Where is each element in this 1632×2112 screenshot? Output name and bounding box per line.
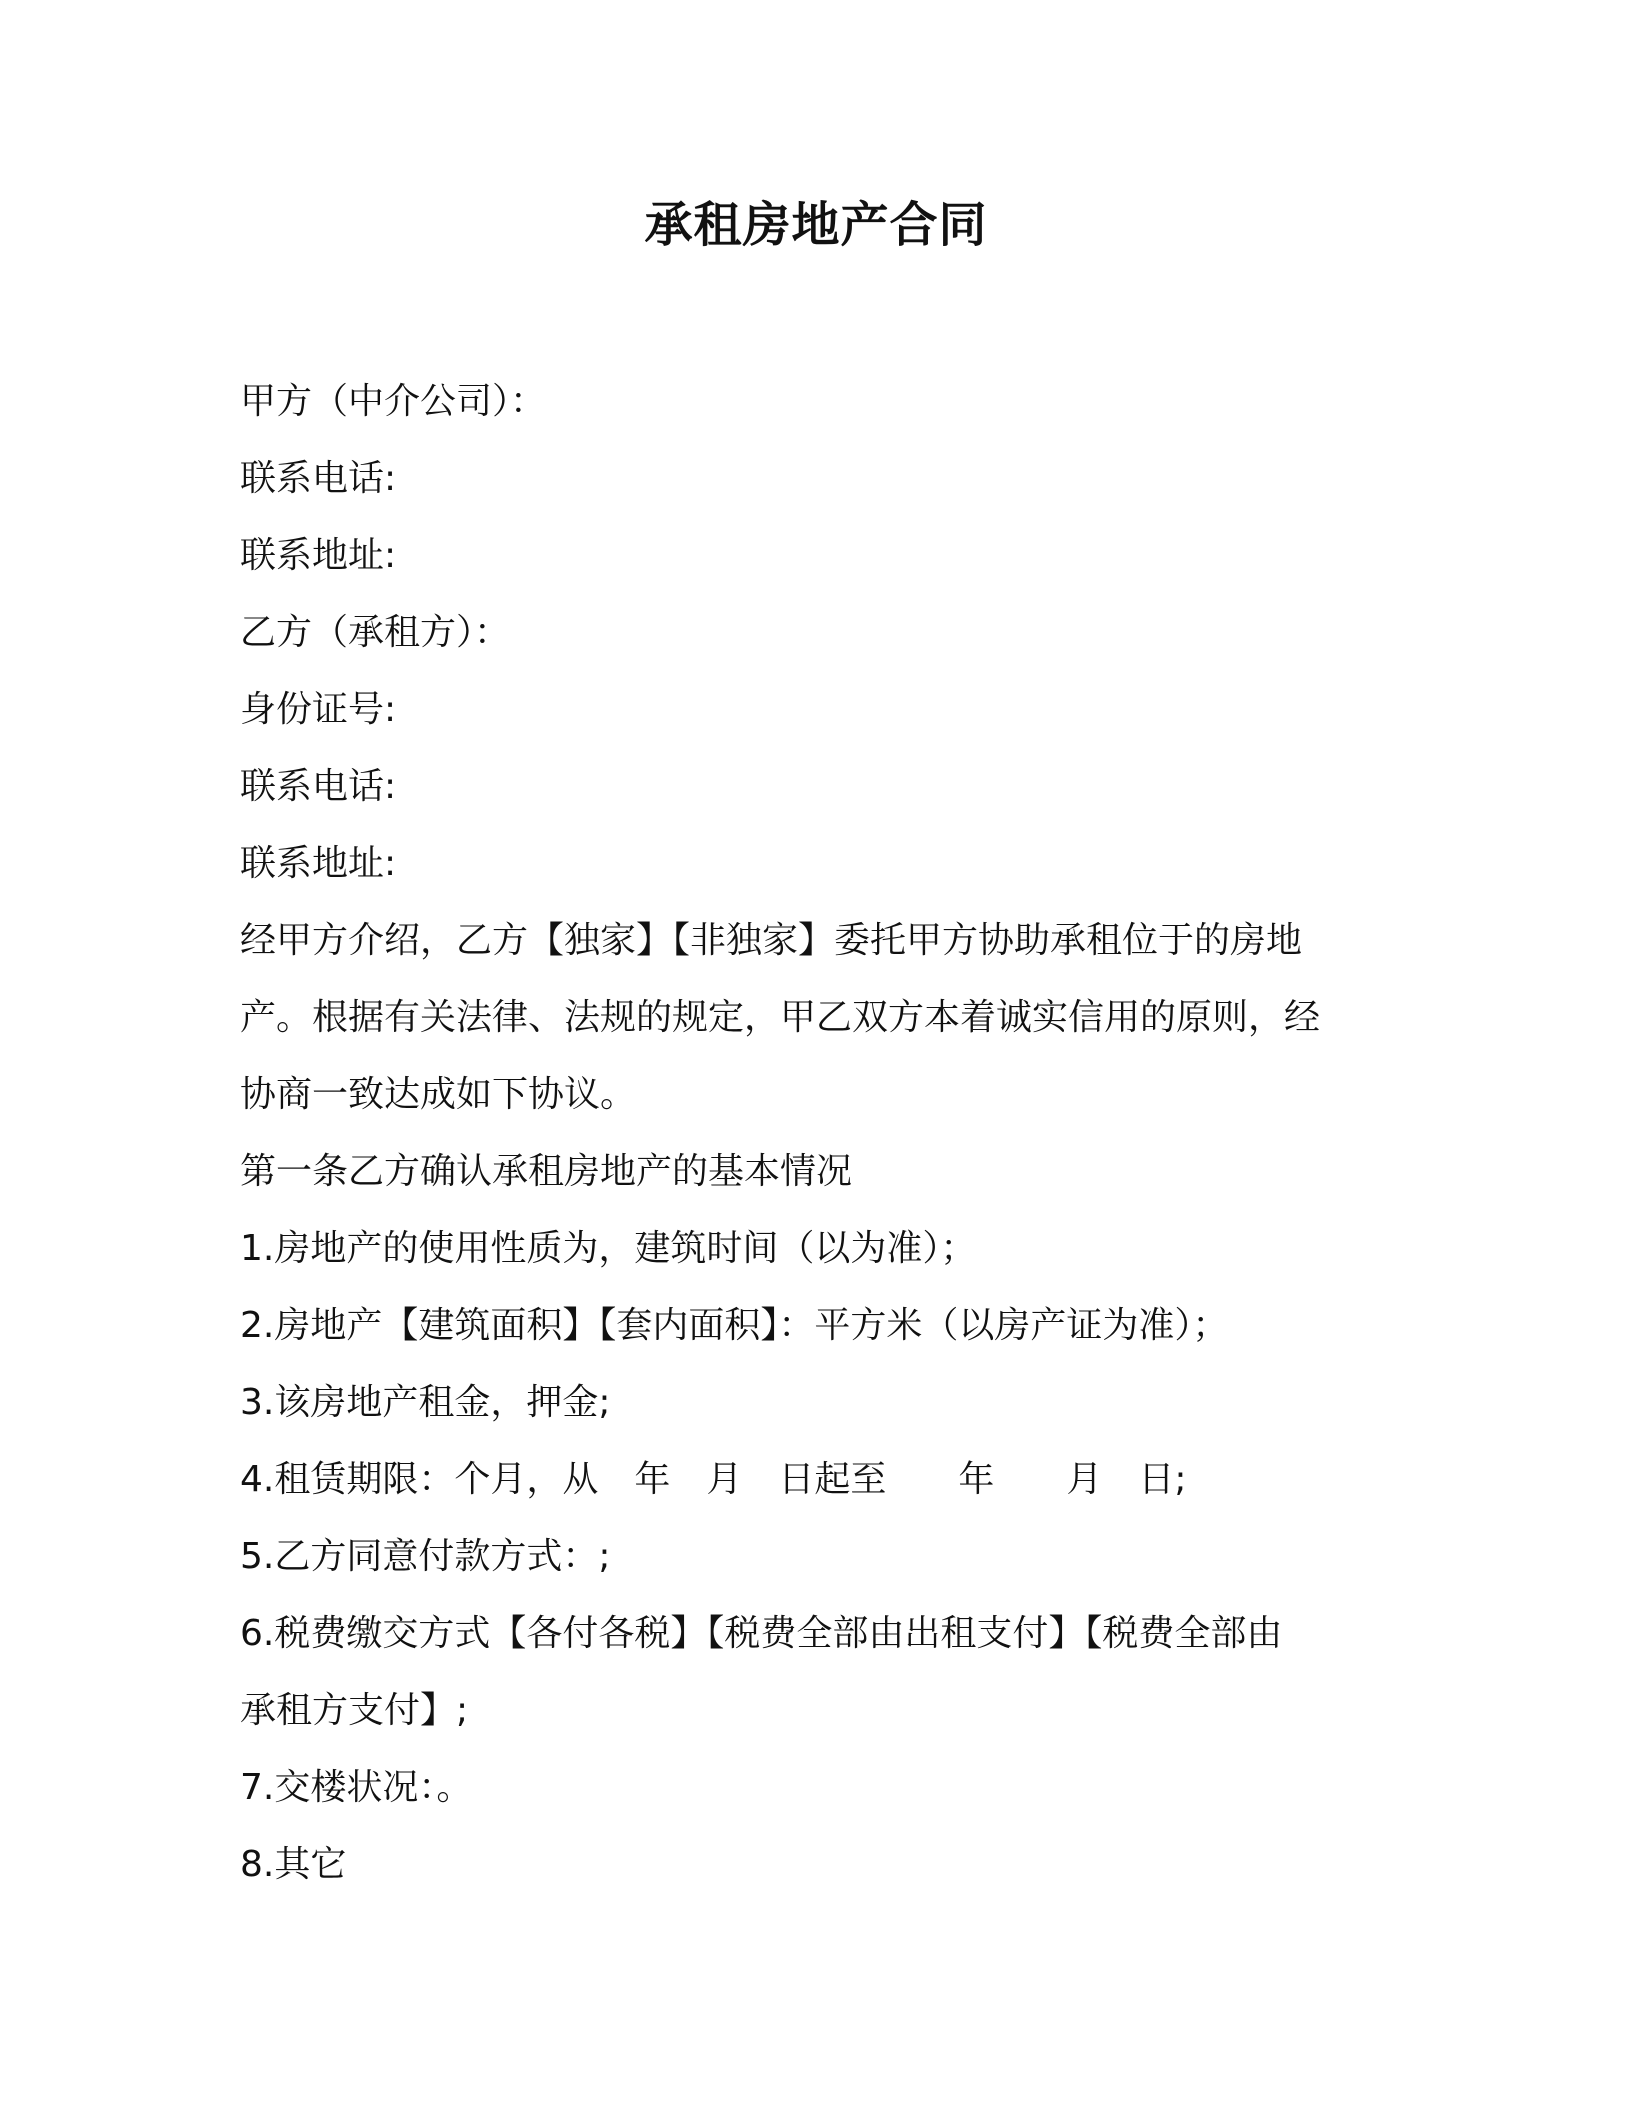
party-b-phone-line: 联系电话: [240, 766, 397, 807]
party-a-line: 甲方（中介公司）： [240, 381, 547, 422]
clause-8: 8.其它 [240, 1844, 347, 1885]
clause-4: 4.租赁期限：个月，从 年 月 日起至 年 月 日; [240, 1459, 1187, 1500]
party-a-address-line: 联系地址: [240, 535, 397, 576]
intro-paragraph-line-3: 协商一致达成如下协议。 [240, 1074, 637, 1115]
document-title: 承租房地产合同 [644, 197, 988, 253]
clause-3: 3.该房地产租金，押金; [240, 1382, 611, 1423]
article-one-heading: 第一条乙方确认承租房地产的基本情况 [240, 1151, 853, 1192]
clause-5: 5.乙方同意付款方式：; [240, 1536, 611, 1577]
clause-6-line-2: 承租方支付】; [240, 1690, 469, 1731]
clause-6-line-1: 6.税费缴交方式【各付各税】【税费全部由出租支付】【税费全部由 [240, 1613, 1283, 1654]
party-a-phone-line: 联系电话: [240, 458, 397, 499]
party-b-address-line: 联系地址: [240, 843, 397, 884]
clause-1: 1.房地产的使用性质为，建筑时间（以为准）； [240, 1228, 977, 1269]
party-b-id-line: 身份证号: [240, 689, 397, 730]
party-b-line: 乙方（承租方）： [240, 612, 511, 653]
intro-paragraph-line-2: 产。根据有关法律、法规的规定，甲乙双方本着诚实信用的原则，经 [240, 997, 1321, 1038]
document-body [240, 363, 1370, 1903]
clause-7: 7.交楼状况：。 [240, 1767, 473, 1808]
clause-2: 2.房地产【建筑面积】【套内面积】：平方米（以房产证为准）； [240, 1305, 1229, 1346]
intro-paragraph-line-1: 经甲方介绍，乙方【独家】【非独家】委托甲方协助承租位于的房地 [240, 920, 1303, 961]
